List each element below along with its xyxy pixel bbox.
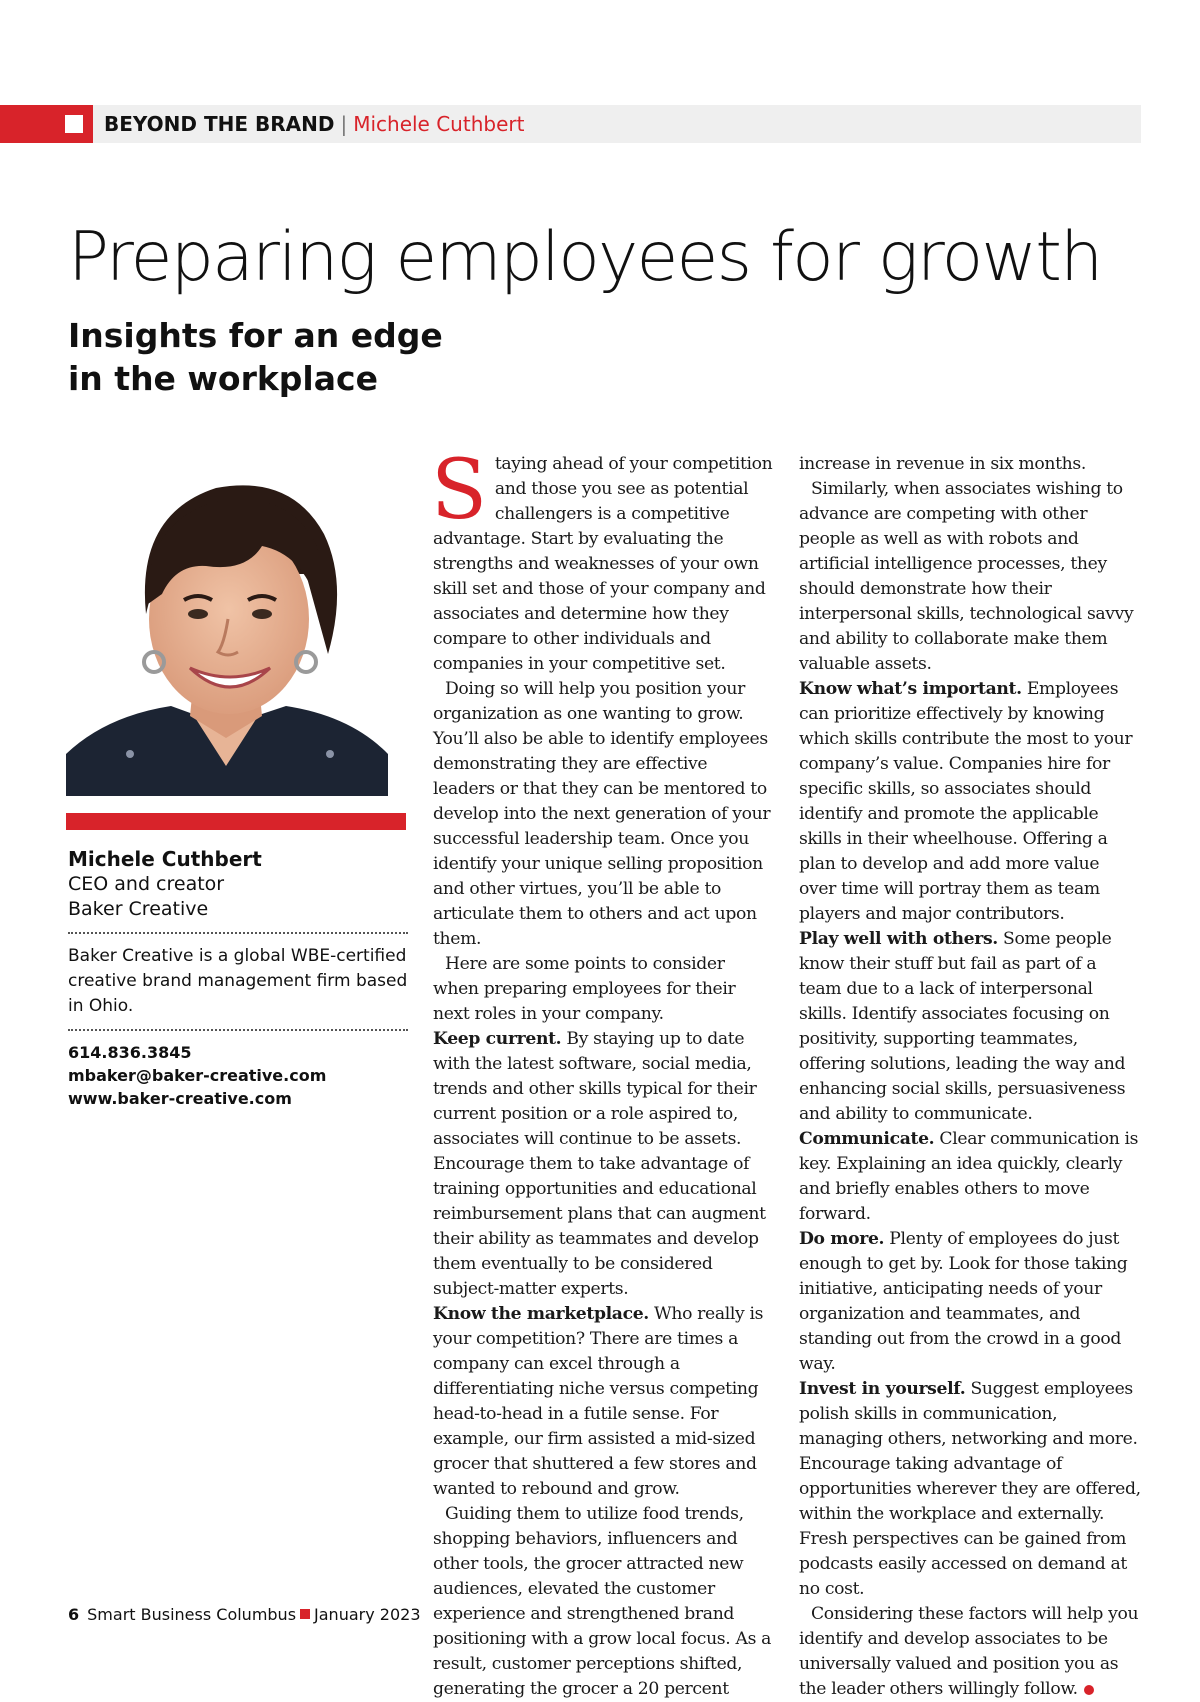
- article-column-1: [431, 443, 773, 1702]
- paragraph: increase in revenue in six months.: [799, 454, 1086, 474]
- paragraph: Communicate. Clear communication is key. Explaining an idea quickly, clearly and briefly enables others to move forward.: [799, 1129, 1139, 1224]
- paragraph: Here are some points to consider when preparing employees for their next roles in your company.: [433, 954, 736, 1024]
- paragraph: Know what’s important. Employees can prioritize effectively by knowing which skills contribute the most to your company’s value. Companies hire for specific skills, so associates should identify and promote the applicable skills in their wheelhouse. Offering a plan to develop and add more value over time will portray them as team players and major contributors.: [799, 679, 1133, 924]
- paragraph-lead: Invest in yourself.: [799, 1379, 966, 1399]
- section-header-band: [0, 105, 1141, 143]
- paragraph: Doing so will help you position your organization as one wanting to grow. You’ll also be able to identify employees demonstrating they are effective leaders or that they can be mentored to develop into the next generation of your successful leadership team. Once you identify your unique selling proposition and other virtues, you’ll be able to articulate them to others and act upon them.: [433, 679, 771, 949]
- author-role: CEO and creator: [68, 873, 225, 895]
- contact-phone: 614.836.3845: [68, 1043, 192, 1062]
- paragraph: Keep current. By staying up to date with the latest software, social media, trends and other skills typical for their current position or a role aspired to, associates will continue to be assets. Encourage them to take advantage of training opportunities and educational reimbursement plans that can augment their ability as teammates and develop them eventually to be considered subject-matter experts.: [433, 1029, 766, 1299]
- paragraph-lead: Play well with others.: [799, 929, 998, 949]
- publication-name: Smart Business Columbus: [87, 1605, 297, 1624]
- company-description: Baker Creative is a global WBE-certified creative brand management firm based in Ohio.: [68, 946, 408, 1016]
- paragraph: Staying ahead of your competition and those you see as potential challengers is a competitive advantage. Start by evaluating the strengths and weaknesses of your own skill set and those of your company and associates and determine how they compare to other individuals and companies in your competitive set.: [431, 443, 773, 674]
- paragraph-lead: Know the marketplace.: [433, 1304, 649, 1324]
- article-column-2: [799, 452, 1141, 1702]
- author-name: Michele Cuthbert: [68, 847, 262, 871]
- page-number: 6: [68, 1605, 80, 1624]
- paragraph-lead: Keep current.: [433, 1029, 562, 1049]
- header-author: Michele Cuthbert: [353, 112, 525, 136]
- contact-email[interactable]: mbaker@baker-creative.com: [68, 1066, 327, 1085]
- paragraph: Invest in yourself. Suggest employees polish skills in communication, managing others, networking and more. Encourage taking advantage of opportunities wherever they are offered, within the workplace and externally. Fresh perspectives can be gained from podcasts easily accessed on demand at no cost.: [799, 1379, 1141, 1599]
- paragraph: Play well with others. Some people know their stuff but fail as part of a team due to a lack of interpersonal skills. Identify associates focusing on positivity, supporting teammates, offering solutions, leading the way and enhancing social skills, persuasiveness and ability to communicate.: [799, 929, 1126, 1124]
- paragraph: Do more. Plenty of employees do just enough to get by. Look for those taking initiative, anticipating needs of your organization and teammates, and standing out from the crowd in a good way.: [799, 1229, 1128, 1374]
- author-bio-sidebar: [68, 846, 408, 1110]
- divider: [68, 1029, 408, 1031]
- paragraph-lead: Communicate.: [799, 1129, 935, 1149]
- divider: [68, 932, 408, 934]
- red-square-icon: [300, 1609, 310, 1619]
- paragraph-lead: Do more.: [799, 1229, 885, 1249]
- article-subtitle: Insights for an edge in the workplace: [68, 316, 443, 398]
- paragraph: Guiding them to utilize food trends, shopping behaviors, influencers and other tools, the grocer attracted new audiences, elevated the customer experience and strengthened brand positioning with a grow local focus. As a result, customer perceptions shifted, generating the grocer a 20 percent: [433, 1504, 772, 1699]
- author-portrait-image: [66, 454, 388, 796]
- contact-block: [68, 1041, 408, 1110]
- drop-cap: S: [431, 443, 487, 538]
- section-header-text: [104, 112, 524, 136]
- page-footer: [68, 1605, 421, 1625]
- header-separator: |: [340, 112, 348, 136]
- section-name: BEYOND THE BRAND: [104, 112, 335, 136]
- header-red-block: [0, 105, 93, 143]
- white-square-icon: [65, 115, 83, 133]
- author-company: Baker Creative: [68, 898, 209, 920]
- issue-date: January 2023: [314, 1605, 421, 1624]
- paragraph-lead: Know what’s important.: [799, 679, 1022, 699]
- portrait-red-bar: [66, 813, 406, 830]
- paragraph: Similarly, when associates wishing to advance are competing with other people as well as with robots and artificial intelligence processes, they should demonstrate how their interpersonal skills, technological savvy and ability to collaborate make them valuable assets.: [799, 479, 1134, 674]
- article-title: Preparing employees for growth: [68, 218, 1102, 297]
- author-portrait: [66, 454, 388, 796]
- contact-website[interactable]: www.baker-creative.com: [68, 1089, 292, 1108]
- paragraph: Know the marketplace. Who really is your competition? There are times a company can excel through a differentiating niche versus competing head-to-head in a futile sense. For example, our firm assisted a mid-sized grocer that shuttered a few stores and wanted to rebound and grow.: [433, 1304, 764, 1499]
- red-dot-icon: [1084, 1685, 1094, 1695]
- paragraph: Considering these factors will help you identify and develop associates to be universally valued and position you as the leader others willingly follow.: [799, 1604, 1139, 1699]
